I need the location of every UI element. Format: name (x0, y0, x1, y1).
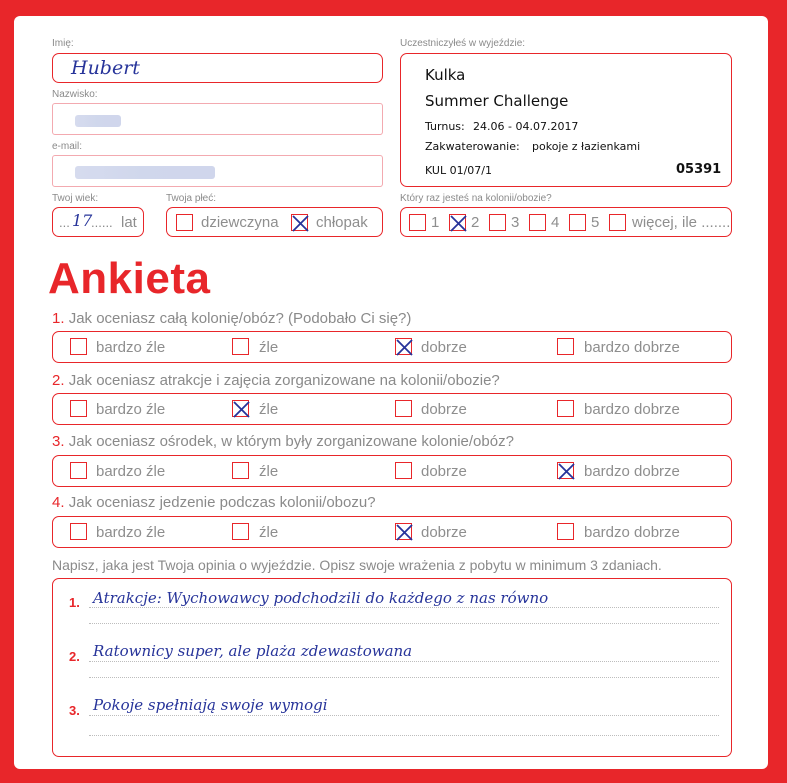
question-1 (52, 310, 411, 327)
answer-1-number: 1. (69, 595, 80, 610)
question-1-number: 1. (52, 310, 65, 327)
answer-line (89, 677, 719, 678)
check-mark-icon (448, 213, 469, 234)
age-dots-right: ...... (91, 215, 113, 230)
times-option-3-label: 3 (511, 214, 520, 231)
answer-1-text: Atrakcje: Wychowawcy podchodzili do każdego z nas równo (93, 589, 549, 607)
answer-3-text: Pokoje spełniają swoje wymogi (93, 696, 328, 714)
question-3-text: Jak oceniasz ośrodek, w którym były zorganizowane kolonie/obóz? (68, 433, 514, 450)
q2-dobrze-label: dobrze (421, 401, 467, 418)
name-label: Imię: (52, 38, 74, 49)
times-option-3-checkbox[interactable] (489, 214, 506, 231)
answer-line (89, 715, 719, 716)
gender-label: Twoja płeć: (166, 193, 217, 204)
gender-female-checkbox[interactable] (176, 214, 193, 231)
q3-zle-checkbox[interactable] (232, 462, 249, 479)
opinion-prompt: Napisz, jaka jest Twoja opinia o wyjeździe. Opisz swoje wrażenia z pobytu w minimum 3 zdaniach. (52, 557, 662, 573)
surname-label: Nazwisko: (52, 89, 98, 100)
question-3-number: 3. (52, 433, 65, 450)
accommodation-value: pokoje z łazienkami (532, 140, 641, 153)
opinion-box[interactable] (52, 578, 732, 757)
q2-bardzo-dobrze-checkbox[interactable] (557, 400, 574, 417)
q4-zle-label: źle (259, 524, 279, 541)
q1-dobrze-checkbox[interactable] (395, 338, 412, 355)
question-3-options (52, 455, 732, 487)
gender-field (166, 207, 383, 237)
question-2 (52, 372, 500, 389)
times-field (400, 207, 732, 237)
q1-zle-label: źle (259, 339, 279, 356)
q2-zle-label: źle (259, 401, 279, 418)
trip-program: Summer Challenge (425, 92, 569, 110)
q4-dobrze-checkbox[interactable] (395, 523, 412, 540)
survey-title: Ankieta (48, 254, 211, 303)
question-4-number: 4. (52, 494, 65, 511)
question-2-number: 2. (52, 372, 65, 389)
age-value: 17 (72, 211, 93, 230)
q1-dobrze-label: dobrze (421, 339, 467, 356)
trip-label: Uczestniczyłeś w wyjeździe: (400, 38, 526, 49)
q2-bardzo-zle-checkbox[interactable] (70, 400, 87, 417)
answer-line (89, 661, 719, 662)
redacted-email (75, 166, 215, 179)
name-value: Hubert (71, 57, 140, 79)
check-mark-icon (290, 213, 311, 234)
surname-field[interactable] (52, 103, 383, 135)
q3-dobrze-label: dobrze (421, 463, 467, 480)
times-more-checkbox[interactable] (609, 214, 626, 231)
q2-bardzo-dobrze-label: bardzo dobrze (584, 401, 680, 418)
question-2-text: Jak oceniasz atrakcje i zajęcia zorganizowane na kolonii/obozie? (68, 372, 500, 389)
q3-bardzo-zle-checkbox[interactable] (70, 462, 87, 479)
question-1-options (52, 331, 732, 363)
times-option-1-checkbox[interactable] (409, 214, 426, 231)
age-unit: lat (121, 214, 137, 231)
answer-3-number: 3. (69, 703, 80, 718)
q2-bardzo-zle-label: bardzo źle (96, 401, 166, 418)
times-option-4-label: 4 (551, 214, 560, 231)
check-mark-icon (556, 461, 577, 482)
q1-bardzo-zle-label: bardzo źle (96, 339, 166, 356)
age-field[interactable] (52, 207, 144, 237)
q4-bardzo-dobrze-checkbox[interactable] (557, 523, 574, 540)
q1-zle-checkbox[interactable] (232, 338, 249, 355)
trip-code: KUL 01/07/1 (425, 164, 492, 177)
question-2-options (52, 393, 732, 425)
times-option-5-checkbox[interactable] (569, 214, 586, 231)
age-label: Twoj wiek: (52, 193, 99, 204)
answer-2-text: Ratownicy super, ale plaża zdewastowana (93, 642, 413, 660)
gender-male-label: chłopak (316, 214, 368, 231)
times-option-1-label: 1 (431, 214, 440, 231)
times-option-2-checkbox[interactable] (449, 214, 466, 231)
trip-name: Kulka (425, 66, 466, 84)
q3-dobrze-checkbox[interactable] (395, 462, 412, 479)
q3-bardzo-dobrze-label: bardzo dobrze (584, 463, 680, 480)
answer-line (89, 607, 719, 608)
question-3 (52, 433, 514, 450)
q3-bardzo-zle-label: bardzo źle (96, 463, 166, 480)
q1-bardzo-zle-checkbox[interactable] (70, 338, 87, 355)
survey-sheet (14, 16, 768, 769)
times-label: Który raz jesteś na kolonii/obozie? (400, 193, 552, 204)
email-field[interactable] (52, 155, 383, 187)
question-4 (52, 494, 376, 511)
gender-female-label: dziewczyna (201, 214, 279, 231)
times-option-2-label: 2 (471, 214, 480, 231)
answer-line (89, 623, 719, 624)
turnus-value: 24.06 - 04.07.2017 (473, 120, 579, 133)
name-field[interactable] (52, 53, 383, 83)
turnus-label: Turnus: (425, 120, 465, 133)
times-more-label: więcej, ile ....... (632, 214, 731, 231)
question-4-options (52, 516, 732, 548)
trip-info-box (400, 53, 732, 187)
accommodation-label: Zakwaterowanie: (425, 140, 520, 153)
q3-bardzo-dobrze-checkbox[interactable] (557, 462, 574, 479)
check-mark-icon (394, 337, 415, 358)
times-option-5-label: 5 (591, 214, 600, 231)
q4-zle-checkbox[interactable] (232, 523, 249, 540)
q1-bardzo-dobrze-label: bardzo dobrze (584, 339, 680, 356)
gender-male-checkbox[interactable] (291, 214, 308, 231)
check-mark-icon (231, 399, 252, 420)
q1-bardzo-dobrze-checkbox[interactable] (557, 338, 574, 355)
trip-number: 05391 (676, 162, 722, 177)
age-dots-left: ... (59, 215, 70, 230)
q2-zle-checkbox[interactable] (232, 400, 249, 417)
q3-zle-label: źle (259, 463, 279, 480)
redacted-surname (75, 115, 121, 127)
q4-bardzo-dobrze-label: bardzo dobrze (584, 524, 680, 541)
answer-line (89, 735, 719, 736)
q4-dobrze-label: dobrze (421, 524, 467, 541)
question-1-text: Jak oceniasz całą kolonię/obóz? (Podobało Ci się?) (68, 310, 412, 327)
check-mark-icon (394, 522, 415, 543)
q2-dobrze-checkbox[interactable] (395, 400, 412, 417)
question-4-text: Jak oceniasz jedzenie podczas kolonii/obozu? (68, 494, 376, 511)
answer-2-number: 2. (69, 649, 80, 664)
times-option-4-checkbox[interactable] (529, 214, 546, 231)
q4-bardzo-zle-checkbox[interactable] (70, 523, 87, 540)
email-label: e-mail: (52, 141, 83, 152)
q4-bardzo-zle-label: bardzo źle (96, 524, 166, 541)
